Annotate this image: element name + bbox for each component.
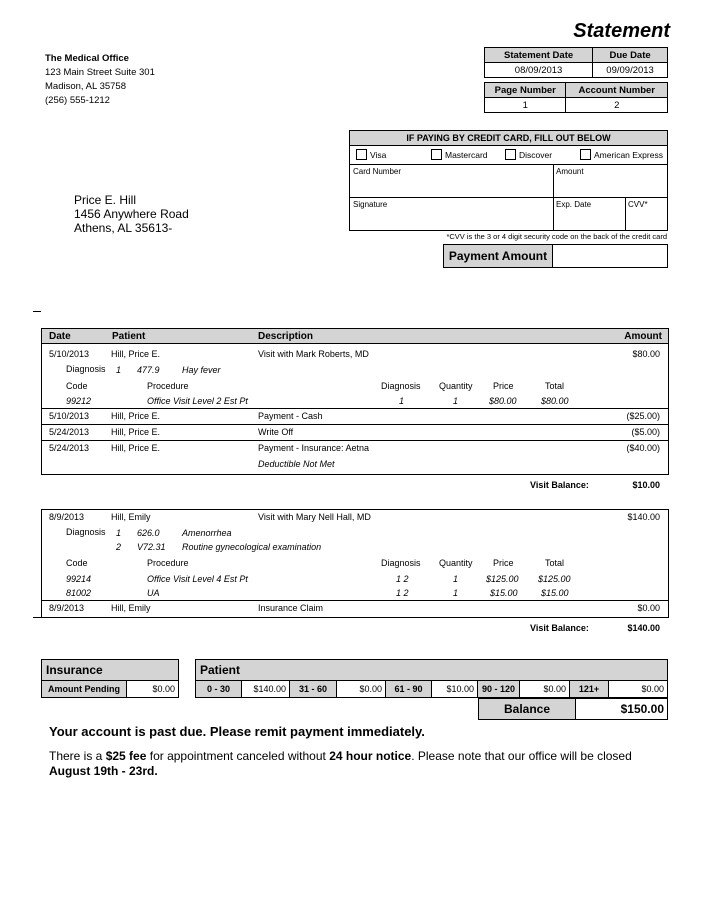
notice-text: . Please note that our office will be closed	[411, 749, 632, 763]
account-number-value: 2	[566, 98, 668, 113]
price-header: Price	[493, 381, 514, 391]
discover-checkbox[interactable]	[505, 149, 552, 160]
procedure-quantity: 1	[453, 396, 459, 406]
procedure-total: $15.00	[541, 588, 569, 598]
line-description: Write Off	[258, 427, 294, 437]
aging-bucket-value: $0.00	[609, 681, 668, 698]
code-header: Code	[66, 558, 88, 568]
diagnosis-description: Amenorrhea	[182, 528, 232, 538]
due-date-value: 09/09/2013	[593, 63, 668, 78]
payment-amount-box	[443, 244, 668, 268]
practice-name: The Medical Office	[45, 53, 129, 64]
aging-bucket-label: 121+	[570, 681, 609, 698]
procedure-code: 81002	[66, 588, 92, 598]
patient-name: Price E. Hill	[74, 193, 137, 207]
date-boxes	[484, 47, 668, 78]
procedure-quantity: 1	[453, 574, 459, 584]
line-description: Insurance Claim	[258, 603, 324, 613]
line-patient: Hill, Emily	[111, 603, 151, 613]
cvv-label: CVV*	[628, 200, 648, 209]
notice-hours: 24 hour notice	[329, 749, 412, 763]
visit-patient: Hill, Price E.	[111, 349, 161, 359]
total-header: Total	[545, 381, 565, 391]
procedure-description: UA	[147, 588, 160, 598]
american-express-label: American Express	[594, 149, 663, 160]
checkbox-box[interactable]	[431, 149, 442, 160]
diagnosis-code: 626.0	[137, 528, 160, 538]
visit-amount: $140.00	[627, 512, 660, 522]
line-amount: $0.00	[637, 603, 660, 613]
visit-patient: Hill, Emily	[111, 512, 151, 522]
office-notice	[49, 749, 659, 779]
procedure-description: Office Visit Level 2 Est Pt	[147, 396, 248, 406]
payment-amount-field[interactable]	[553, 245, 667, 267]
line-date: 8/9/2013	[49, 603, 85, 613]
diagnosis-label: Diagnosis	[66, 364, 106, 374]
diagnosis-description: Hay fever	[182, 365, 221, 375]
credit-card-form	[349, 130, 668, 231]
procedure-diagnosis: 1 2	[396, 574, 409, 584]
notice-end: .	[154, 764, 158, 778]
amount-pending-label: Amount Pending	[42, 681, 127, 698]
card-number-row	[350, 165, 667, 198]
credit-card-header: IF PAYING BY CREDIT CARD, FILL OUT BELOW	[350, 131, 667, 146]
procedure-price: $80.00	[489, 396, 517, 406]
price-header: Price	[493, 558, 514, 568]
procedure-diagnosis: 1 2	[396, 588, 409, 598]
total-header: Total	[545, 558, 565, 568]
procedure-total: $125.00	[538, 574, 571, 584]
checkbox-box[interactable]	[580, 149, 591, 160]
procedure-quantity: 1	[453, 588, 459, 598]
balance-box	[478, 698, 668, 720]
page-number-value: 1	[485, 98, 566, 113]
col-patient: Patient	[112, 331, 146, 342]
practice-phone: (256) 555-1212	[45, 95, 110, 106]
signature-label: Signature	[353, 200, 388, 209]
balance-value: $150.00	[620, 702, 664, 716]
visit-balance-label: Visit Balance:	[530, 623, 589, 633]
divider	[553, 165, 554, 197]
signature-row	[350, 198, 667, 231]
aging-bucket-value: $0.00	[337, 681, 386, 698]
mastercard-checkbox[interactable]	[431, 149, 488, 160]
statement-date-label: Statement Date	[485, 48, 593, 63]
closure-dates: August 19th - 23rd	[49, 764, 155, 778]
divider	[625, 198, 626, 231]
procedure-code: 99214	[66, 574, 92, 584]
col-amount: Amount	[624, 331, 662, 342]
col-date: Date	[49, 331, 71, 342]
account-number-label: Account Number	[566, 83, 668, 98]
procedure-header: Procedure	[147, 558, 189, 568]
line-note: Deductible Not Met	[258, 459, 335, 469]
diagnosis-col-header: Diagnosis	[381, 381, 421, 391]
insurance-header: Insurance	[41, 659, 179, 681]
procedure-description: Office Visit Level 4 Est Pt	[147, 574, 248, 584]
diagnosis-code: V72.31	[137, 542, 166, 552]
page-number-label: Page Number	[485, 83, 566, 98]
procedure-total: $80.00	[541, 396, 569, 406]
american-express-checkbox[interactable]	[580, 149, 663, 160]
diagnosis-number: 1	[116, 528, 122, 538]
diagnosis-label: Diagnosis	[66, 527, 106, 537]
balance-label: Balance	[479, 699, 576, 719]
aging-bucket-label: 31 - 60	[290, 681, 337, 698]
checkbox-box[interactable]	[356, 149, 367, 160]
line-date: 5/24/2013	[49, 427, 90, 437]
code-header: Code	[66, 381, 88, 391]
visit-description: Visit with Mark Roberts, MD	[258, 349, 369, 359]
procedure-price: $125.00	[486, 574, 519, 584]
patient-address-line2: Athens, AL 35613-	[74, 221, 173, 235]
payment-amount-label: Payment Amount	[444, 245, 553, 267]
exp-date-label: Exp. Date	[556, 200, 592, 209]
mastercard-label: Mastercard	[445, 149, 488, 160]
line-date: 5/24/2013	[49, 443, 90, 453]
discover-label: Discover	[519, 149, 553, 160]
patient-address-line1: 1456 Anywhere Road	[74, 207, 189, 221]
card-number-label: Card Number	[353, 167, 402, 176]
fold-mark	[33, 311, 41, 312]
amount-pending-value: $0.00	[127, 681, 179, 698]
quantity-header: Quantity	[439, 381, 473, 391]
checkbox-box[interactable]	[505, 149, 516, 160]
visit-date: 8/9/2013	[49, 512, 85, 522]
practice-address-line2: Madison, AL 35758	[45, 81, 126, 92]
aging-bucket-label: 61 - 90	[386, 681, 432, 698]
diagnosis-code: 477.9	[137, 365, 160, 375]
aging-table	[195, 680, 668, 698]
aging-bucket-value: $0.00	[520, 681, 570, 698]
line-amount: ($40.00)	[626, 443, 660, 453]
procedure-diagnosis: 1	[399, 396, 405, 406]
notice-text: There is a	[49, 749, 106, 763]
aging-bucket-value: $10.00	[432, 681, 478, 698]
transactions-header	[41, 328, 669, 344]
aging-bucket-label: 0 - 30	[196, 681, 242, 698]
line-amount: ($25.00)	[626, 411, 660, 421]
visit-balance-label: Visit Balance:	[530, 480, 589, 490]
patient-address	[74, 193, 189, 235]
account-boxes	[484, 82, 668, 113]
visa-label: Visa	[370, 149, 387, 160]
line-patient: Hill, Price E.	[111, 443, 161, 453]
statement-date-value: 08/09/2013	[485, 63, 593, 78]
procedure-price: $15.00	[490, 588, 518, 598]
procedure-code: 99212	[66, 396, 92, 406]
visit-balance-value: $140.00	[627, 623, 660, 633]
patient-aging-header: Patient	[195, 659, 668, 681]
notice-text: for appointment canceled without	[146, 749, 330, 763]
col-description: Description	[258, 331, 314, 342]
cvv-note: *CVV is the 3 or 4 digit security code on the back of the credit card	[446, 232, 667, 241]
line-amount: ($5.00)	[631, 427, 660, 437]
fold-mark	[33, 617, 41, 618]
divider	[553, 198, 554, 231]
past-due-message: Your account is past due. Please remit payment immediately.	[49, 724, 425, 739]
line-date: 5/10/2013	[49, 411, 90, 421]
amount-label: Amount	[556, 167, 584, 176]
card-type-row	[350, 146, 667, 165]
due-date-label: Due Date	[593, 48, 668, 63]
practice-address-line1: 123 Main Street Suite 301	[45, 67, 155, 78]
visit-date: 5/10/2013	[49, 349, 90, 359]
insurance-table	[41, 680, 179, 698]
line-patient: Hill, Price E.	[111, 427, 161, 437]
practice-info	[45, 52, 155, 108]
diagnosis-col-header: Diagnosis	[381, 558, 421, 568]
diagnosis-number: 2	[116, 542, 122, 552]
aging-bucket-label: 90 - 120	[478, 681, 520, 698]
visit-balance-value: $10.00	[632, 480, 660, 490]
line-description: Payment - Cash	[258, 411, 323, 421]
aging-bucket-value: $140.00	[242, 681, 290, 698]
visit-amount: $80.00	[632, 349, 660, 359]
fee-amount: $25 fee	[105, 749, 147, 763]
statement-title: Statement	[573, 20, 670, 42]
procedure-header: Procedure	[147, 381, 189, 391]
diagnosis-description: Routine gynecological examination	[182, 542, 322, 552]
line-patient: Hill, Price E.	[111, 411, 161, 421]
diagnosis-number: 1	[116, 365, 122, 375]
line-description: Payment - Insurance: Aetna	[258, 443, 370, 453]
visa-checkbox[interactable]	[356, 149, 386, 160]
quantity-header: Quantity	[439, 558, 473, 568]
visit-description: Visit with Mary Nell Hall, MD	[258, 512, 371, 522]
